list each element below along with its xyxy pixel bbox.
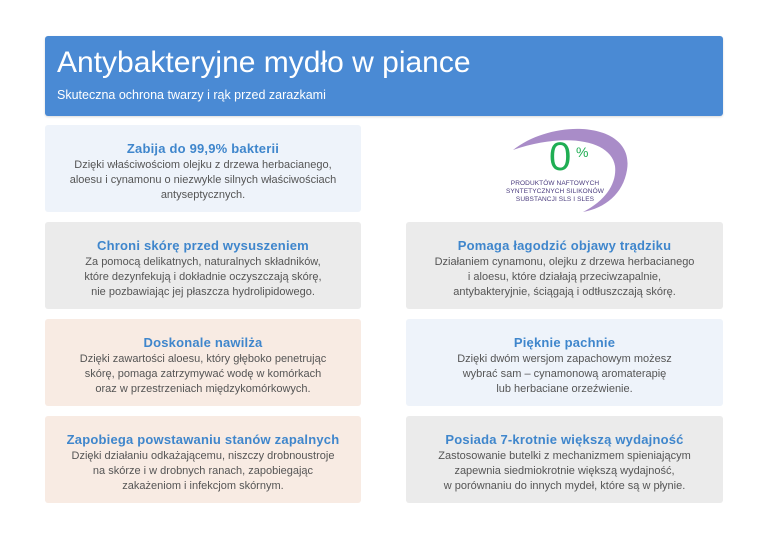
- feature-description: Dzięki właściwościom olejku z drzewa herbacianego, aloesu i cynamonu o niezwykle silnych właściwościach antyseptycznych.: [69, 159, 337, 201]
- feature-card-moisturizes: [45, 319, 361, 406]
- feature-title: Zabija do 99,9% bakterii: [126, 141, 280, 156]
- feature-title: Zapobiega powstawaniu stanów zapalnych: [66, 432, 340, 447]
- header-banner: [45, 36, 723, 116]
- page-subtitle: Skuteczna ochrona twarzy i rąk przed zarazkami: [57, 88, 326, 102]
- feature-title: Posiada 7-krotnie większą wydajność: [445, 432, 684, 447]
- feature-description: Dzięki działaniu odkażającemu, niszczy drobnoustroje na skórze i w drobnych ranach, zapobiegając zakażeniom i infekcjom skórnym.: [71, 450, 335, 492]
- feature-card-efficiency: [406, 416, 723, 503]
- feature-description: Za pomocą delikatnych, naturalnych składników, które dezynfekują i dokładnie oczyszczają skórę, nie pozbawiając jej płaszcza hydrolipidowego.: [84, 256, 322, 298]
- feature-card-smells-nice: [406, 319, 723, 406]
- feature-description: Zastosowanie butelki z mechanizmem spieniającym zapewnia siedmiokrotnie większą wydajność, w porównaniu do innych mydeł, które są w płynie.: [438, 450, 691, 492]
- feature-card-prevents-inflammation: [45, 416, 361, 503]
- zero-percent-badge: [495, 122, 645, 212]
- page-title: Antybakteryjne mydło w piance: [57, 46, 471, 79]
- feature-title: Doskonale nawilża: [143, 335, 263, 350]
- feature-card-soothes-acne: [406, 222, 723, 309]
- badge-unit: %: [576, 144, 589, 160]
- feature-card-kills-bacteria: [45, 125, 361, 212]
- badge-value: 0: [549, 135, 572, 179]
- badge-caption: PRODUKTÓW NAFTOWYCH SYNTETYCZNYCH SILIKONÓW SUBSTANCJI SLS I SLES: [505, 180, 604, 203]
- feature-title: Chroni skórę przed wysuszeniem: [97, 238, 309, 253]
- feature-title: Pomaga łagodzić objawy trądziku: [457, 238, 672, 253]
- feature-description: Dzięki zawartości aloesu, który głęboko penetrując skórę, pomaga zatrzymywać wodę w komórkach oraz w przestrzeniach międzykomórkowych.: [79, 353, 327, 395]
- feature-card-protects-skin: [45, 222, 361, 309]
- feature-title: Pięknie pachnie: [513, 335, 616, 350]
- feature-description: Dzięki dwóm wersjom zapachowym możesz wybrać sam – cynamonową aromaterapię lub herbaciane orzeźwienie.: [457, 353, 672, 395]
- feature-description: Działaniem cynamonu, olejku z drzewa herbacianego i aloesu, które działają przeciwzapalnie, antybakteryjnie, ściągają i odtłuszczają skórę.: [434, 256, 695, 298]
